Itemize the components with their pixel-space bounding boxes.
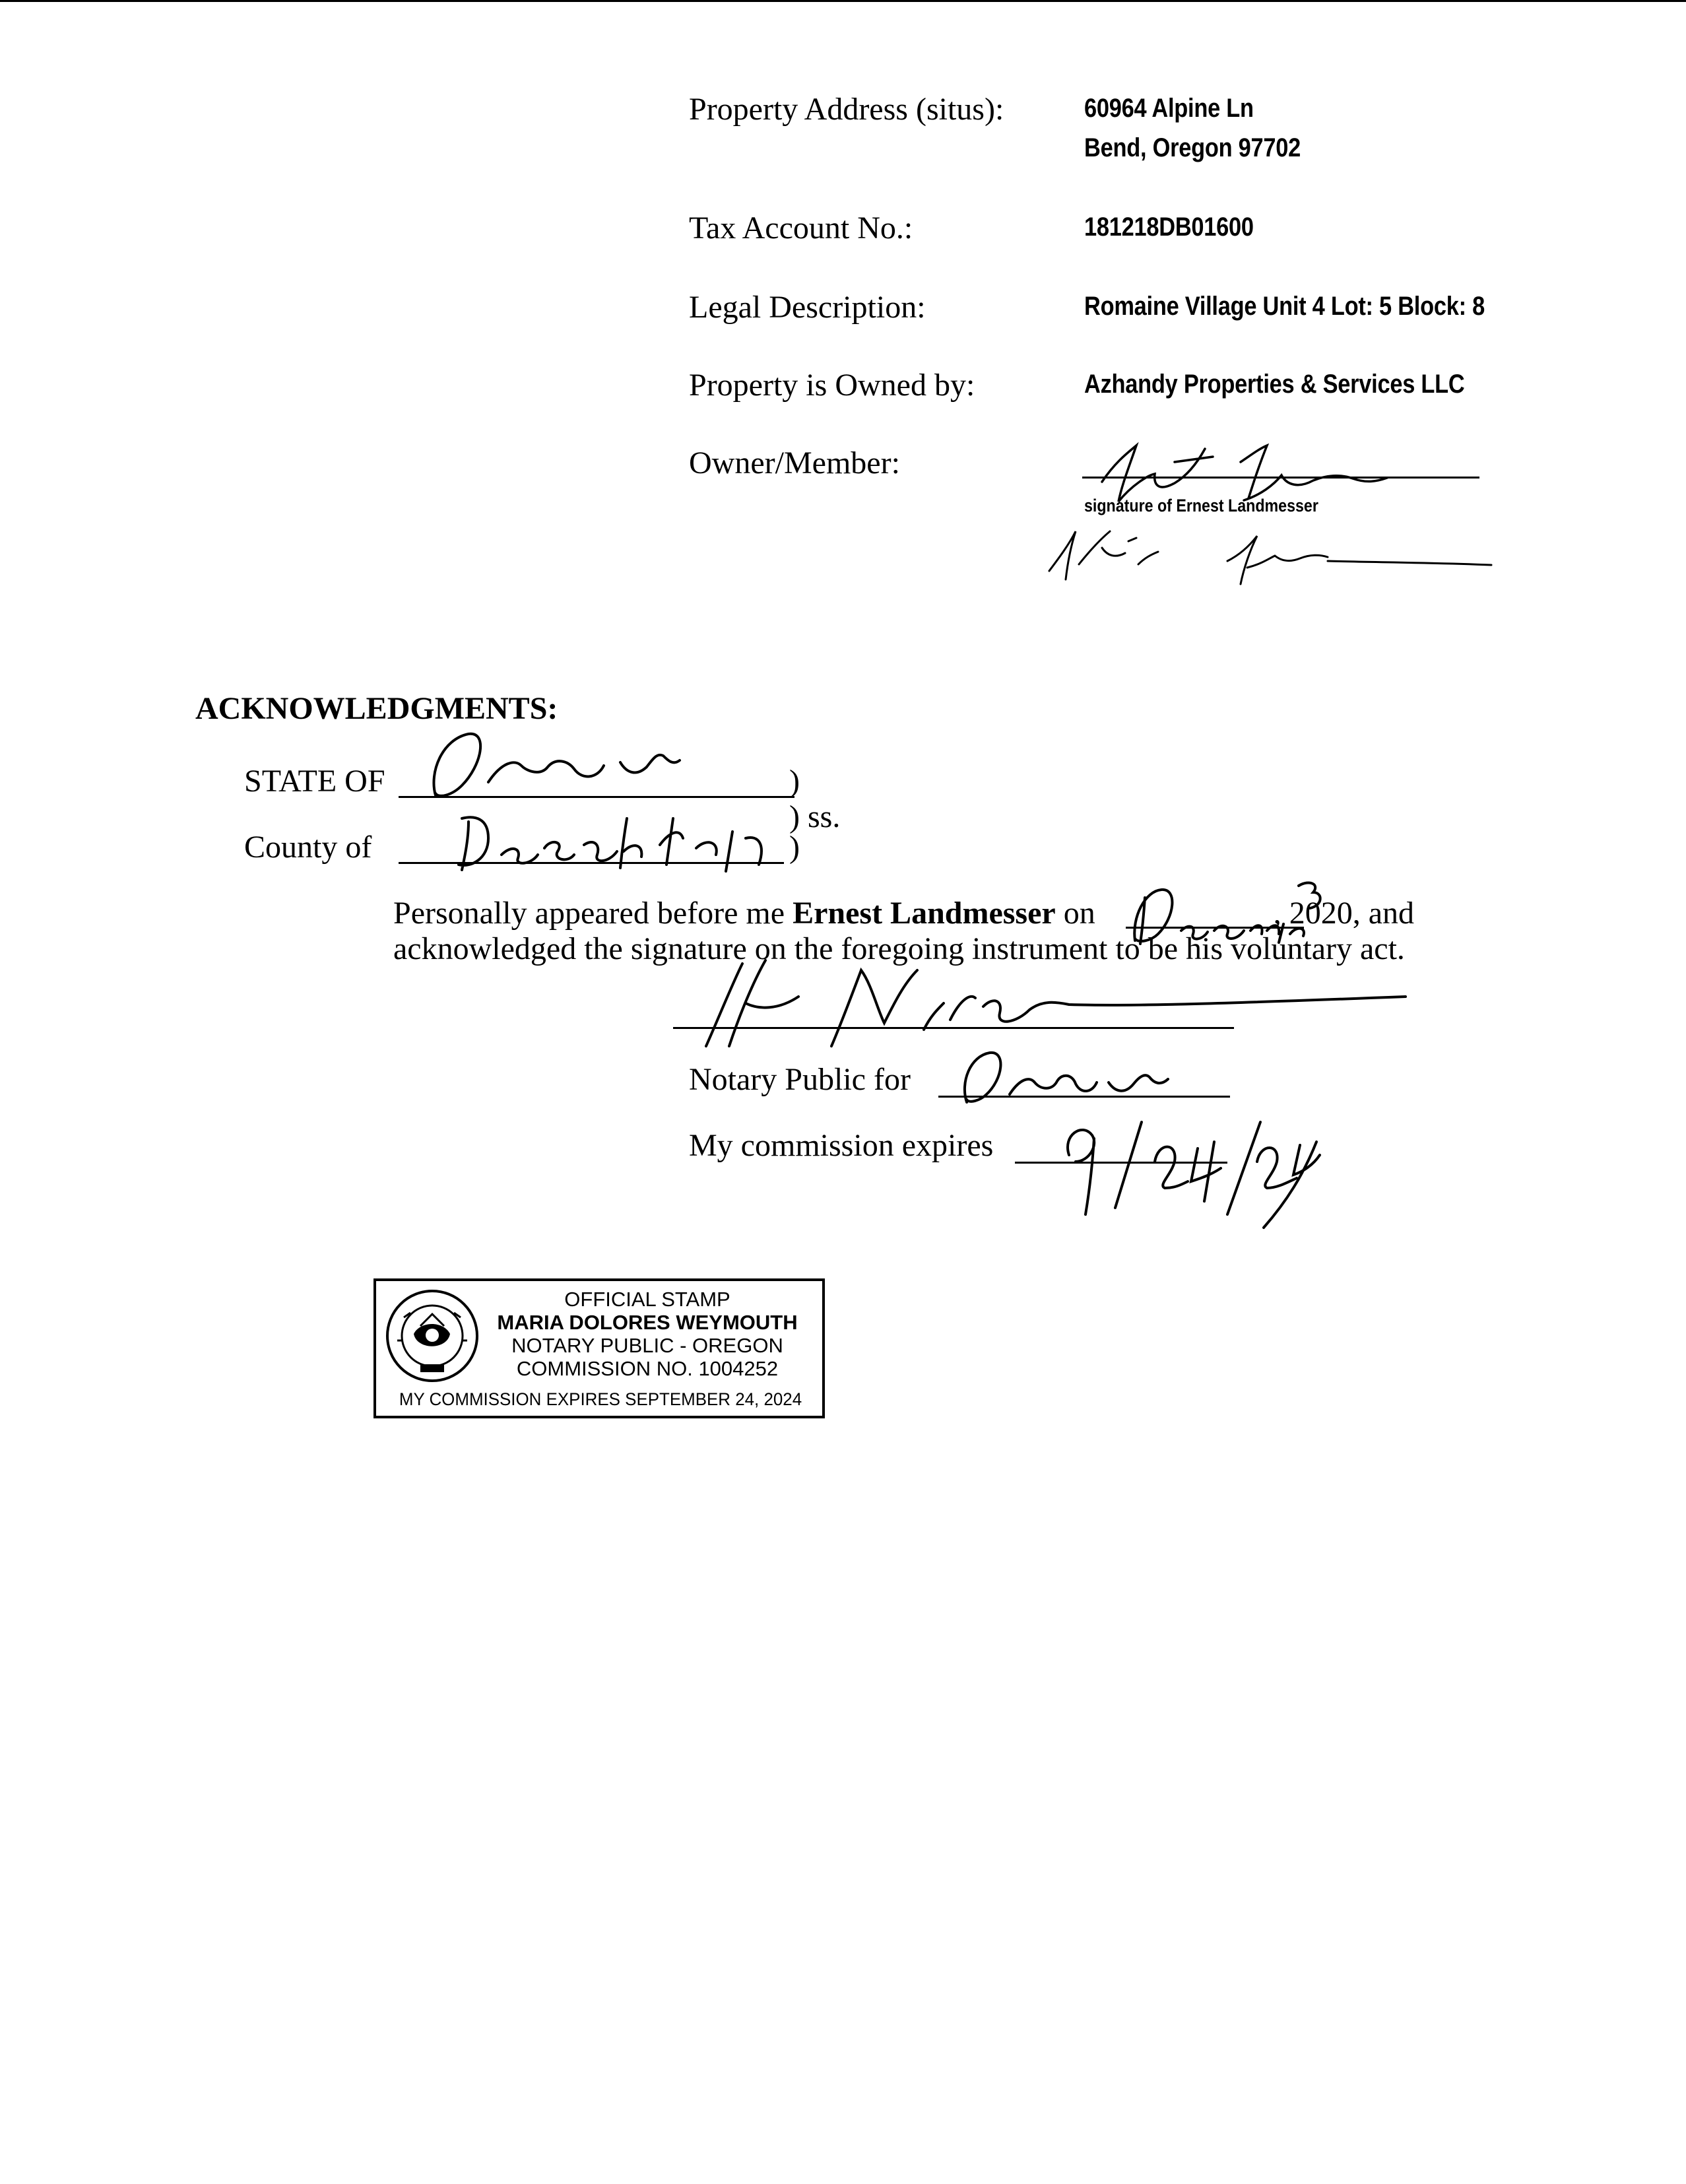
appeared-on: on — [1055, 896, 1095, 931]
property-address-line1: 60964 Alpine Ln — [1084, 94, 1254, 123]
second-signature-icon — [1029, 502, 1505, 594]
acknowledgments-heading: ACKNOWLEDGMENTS: — [195, 691, 558, 726]
state-of-label: STATE OF — [244, 764, 385, 799]
notary-state-line — [938, 1096, 1230, 1098]
owned-by-value: Azhandy Properties & Services LLC — [1084, 370, 1465, 399]
notary-public-label: Notary Public for — [689, 1062, 911, 1097]
county-handwriting-icon — [436, 792, 792, 878]
state-of-line — [399, 796, 794, 798]
owner-member-label: Owner/Member: — [689, 446, 900, 480]
appeared-line — [393, 898, 1414, 929]
stamp-commission-number: COMMISSION NO. 1004252 — [516, 1357, 779, 1380]
legal-description-value: Romaine Village Unit 4 Lot: 5 Block: 8 — [1084, 292, 1485, 321]
signature-caption: signature of Ernest Landmesser — [1084, 496, 1318, 515]
stamp-notary-name: MARIA DOLORES WEYMOUTH — [497, 1311, 798, 1334]
page-top-border — [0, 0, 1686, 2]
notary-signature-icon — [673, 950, 1419, 1056]
tax-account-label: Tax Account No.: — [689, 211, 913, 246]
notary-state-handwriting-icon — [944, 1043, 1221, 1109]
county-of-line — [399, 862, 784, 864]
appeared-name: Ernest Landmesser — [793, 896, 1056, 931]
legal-description-label: Legal Description: — [689, 290, 926, 325]
owned-by-label: Property is Owned by: — [689, 368, 975, 403]
county-of-label: County of — [244, 830, 372, 865]
owner-signature-line — [1082, 477, 1479, 479]
acknowledged-line: acknowledged the signature on the foregoing instrument to be his voluntary act. — [393, 931, 1405, 966]
commission-date-line — [1015, 1162, 1227, 1164]
stamp-title: OFFICIAL STAMP — [564, 1288, 730, 1311]
commission-expires-label: My commission expires — [689, 1128, 994, 1163]
property-address-line2: Bend, Oregon 97702 — [1084, 133, 1301, 162]
official-stamp — [373, 1278, 825, 1418]
stamp-notary-public: NOTARY PUBLIC - OREGON — [511, 1334, 783, 1357]
notary-signature-line — [673, 1027, 1234, 1029]
ss-label: ) ss. — [789, 799, 841, 834]
appeared-suffix: , 2020, and — [1273, 896, 1415, 931]
stamp-commission-expiry: MY COMMISSION EXPIRES SEPTEMBER 24, 2024 — [399, 1389, 802, 1409]
commission-date-handwriting-icon — [1036, 1102, 1333, 1234]
county-paren: ) — [789, 830, 800, 865]
state-paren: ) — [789, 764, 800, 799]
oregon-state-seal-icon — [384, 1288, 480, 1384]
date-line — [1126, 927, 1304, 929]
tax-account-value: 181218DB01600 — [1084, 213, 1254, 242]
property-address-label: Property Address (situs): — [689, 92, 1004, 127]
state-handwriting-icon — [409, 719, 779, 805]
appeared-prefix: Personally appeared before me — [393, 896, 793, 931]
